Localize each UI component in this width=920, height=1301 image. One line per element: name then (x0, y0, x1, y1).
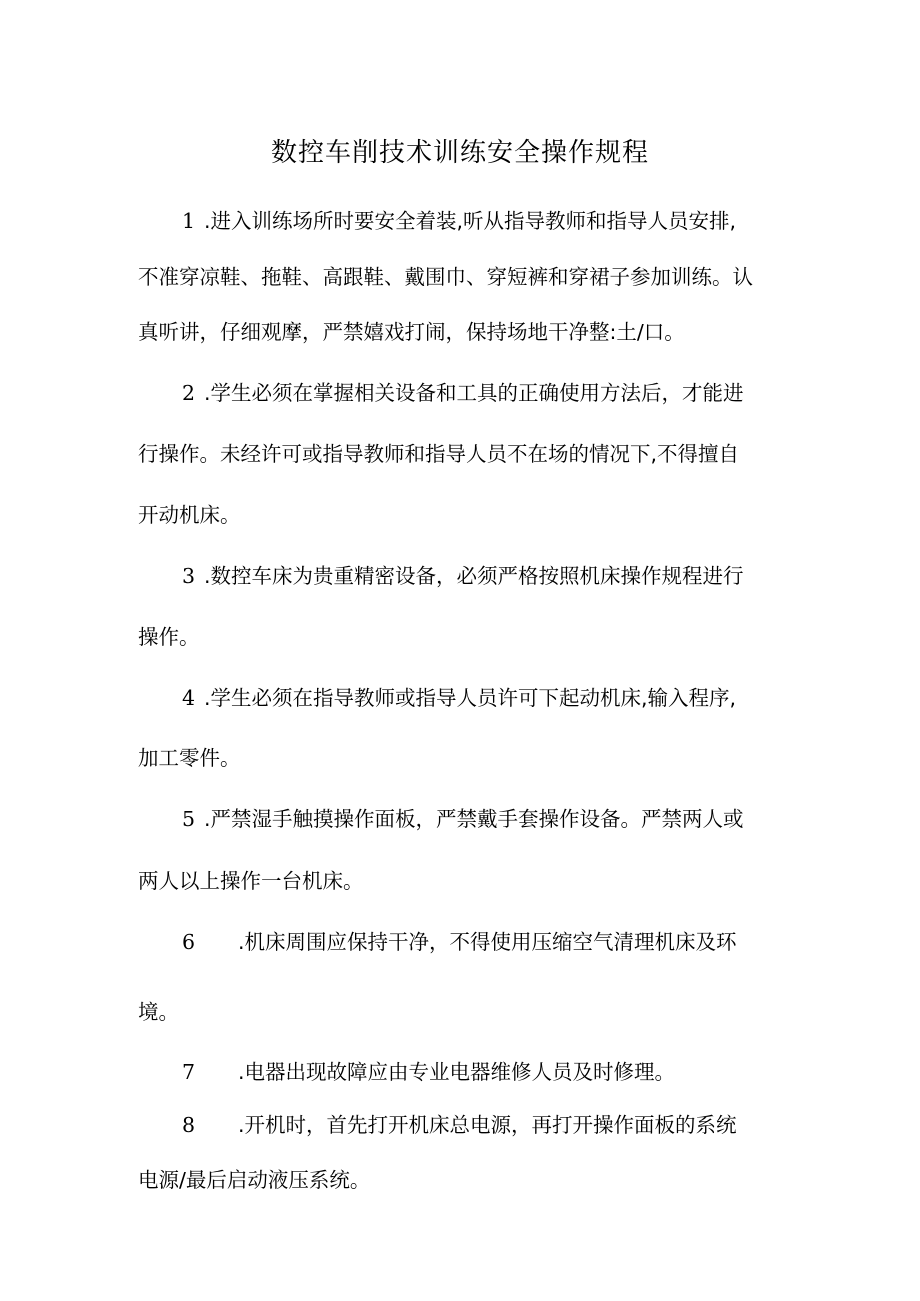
item-number: 4 (182, 686, 196, 710)
paragraph-2-line-3: 开动机床。 (138, 503, 241, 527)
paragraph-text: .学生必须在指导教师或指导人员许可下起动机床,输入程序, (204, 686, 737, 710)
paragraph-6-line-1 (182, 927, 798, 957)
paragraph-1-line-1 (182, 206, 798, 236)
item-number: 7 (182, 1060, 196, 1084)
paragraph-4-line-1 (182, 683, 798, 713)
paragraph-7-line-1 (182, 1057, 798, 1087)
item-number: 8 (182, 1113, 196, 1137)
paragraph-text: .开机时，首先打开机床总电源，再打开操作面板的系统 (238, 1113, 737, 1137)
item-number: 6 (182, 930, 196, 954)
paragraph-text: .进入训练场所时要安全着装,听从指导教师和指导人员安排, (204, 209, 737, 233)
paragraph-5-line-2: 两人以上操作一台机床。 (138, 869, 364, 893)
paragraph-3-line-1 (182, 561, 798, 591)
paragraph-2-line-2: 行操作。未经许可或指导教师和指导人员不在场的情况下,不得擅自 (138, 442, 740, 466)
paragraph-text: .学生必须在掌握相关设备和工具的正确使用方法后，才能进 (204, 381, 744, 405)
item-number: 3 (182, 564, 196, 588)
paragraph-1-line-3: 真听讲，仔细观摩，严禁嬉戏打闹，保持场地干净整:土/口。 (138, 320, 685, 344)
document-title: 数控车削技术训练安全操作规程 (270, 138, 649, 168)
paragraph-5-line-1 (182, 804, 798, 834)
paragraph-text: .严禁湿手触摸操作面板，严禁戴手套操作设备。严禁两人或 (204, 807, 744, 831)
paragraph-3-line-2: 操作。 (138, 625, 200, 649)
item-number: 2 (182, 381, 196, 405)
paragraph-text: .机床周围应保持干净，不得使用压缩空气清理机床及环 (238, 930, 737, 954)
paragraph-1-line-2: 不准穿凉鞋、拖鞋、高跟鞋、戴围巾、穿短裤和穿裙子参加训练。认 (138, 265, 753, 289)
item-number: 1 (182, 209, 196, 233)
item-number: 5 (182, 807, 196, 831)
paragraph-text: .电器出现故障应由专业电器维修人员及时修理。 (238, 1060, 676, 1084)
paragraph-text: .数控车床为贵重精密设备，必须严格按照机床操作规程进行 (204, 564, 744, 588)
paragraph-2-line-1 (182, 378, 798, 408)
paragraph-8-line-2: 电源/最后启动液压系统。 (138, 1168, 371, 1192)
paragraph-6-line-2: 境。 (138, 1000, 179, 1024)
paragraph-4-line-2: 加工零件。 (138, 746, 241, 770)
paragraph-8-line-1 (182, 1110, 798, 1140)
